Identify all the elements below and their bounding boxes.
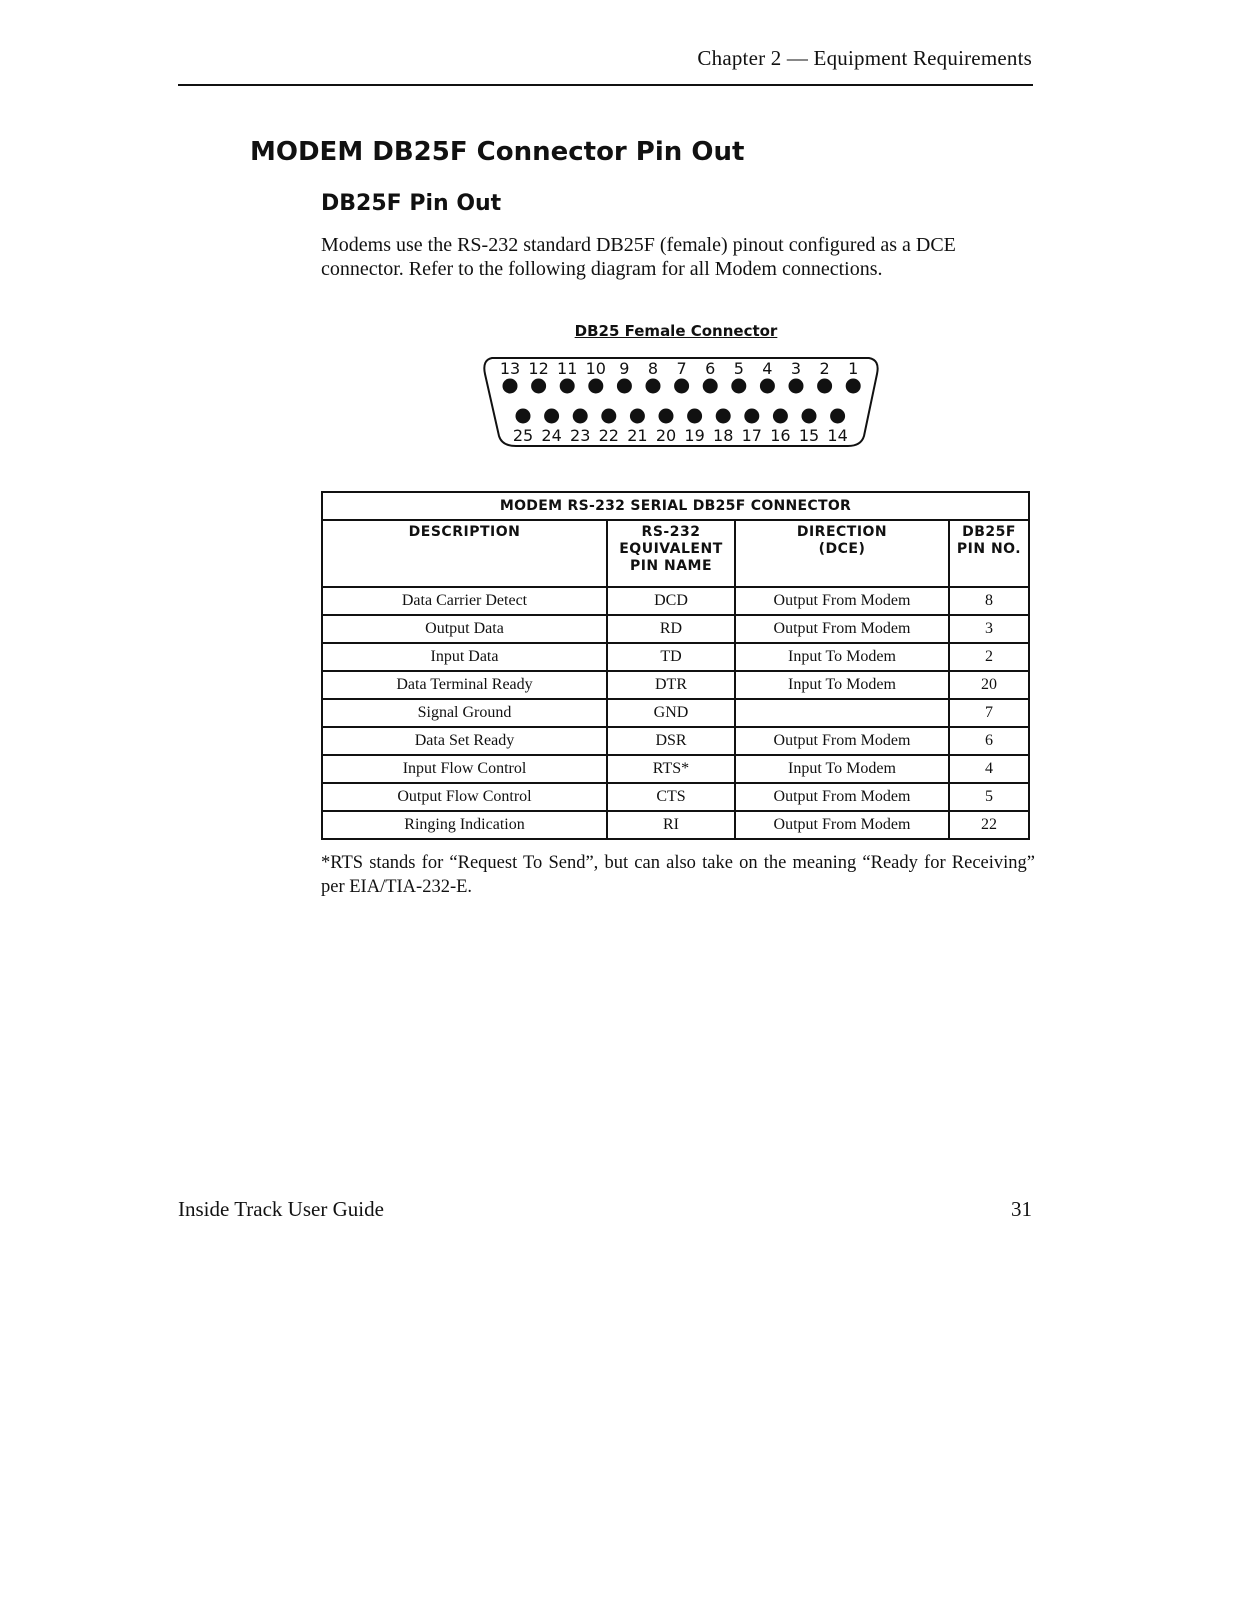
intro-paragraph: Modems use the RS-232 standard DB25F (female) pinout configured as a DCE connector. Refer to the following diagram for all Modem connections. <box>321 234 956 280</box>
pin-label: 5 <box>733 359 744 378</box>
column-header-direction <box>735 520 949 587</box>
pin-label: 13 <box>499 359 521 378</box>
pin-label: 21 <box>627 426 648 445</box>
pin-hole <box>760 379 775 394</box>
pin-hole <box>503 379 518 394</box>
cell-description: Input Flow Control <box>322 755 607 783</box>
table-row <box>322 643 1029 671</box>
pin-label: 8 <box>647 359 659 378</box>
pin-hole <box>789 379 804 394</box>
table-row <box>322 671 1029 699</box>
cell-description: Input Data <box>322 643 607 671</box>
cell-pin-name: DTR <box>607 671 735 699</box>
pin-hole <box>544 409 559 424</box>
header-rule <box>178 84 1033 86</box>
cell-pin-no: 22 <box>949 811 1029 839</box>
pin-label: 15 <box>798 426 820 445</box>
pin-hole <box>659 409 674 424</box>
cell-direction: Input To Modem <box>735 643 949 671</box>
pin-hole <box>674 379 689 394</box>
table-row <box>322 587 1029 615</box>
running-header: Chapter 2 — Equipment Requirements <box>697 46 1032 70</box>
cell-pin-name: DSR <box>607 727 735 755</box>
cell-pin-no: 7 <box>949 699 1029 727</box>
cell-pin-no: 3 <box>949 615 1029 643</box>
cell-pin-name: RI <box>607 811 735 839</box>
pin-label: 14 <box>827 426 848 445</box>
table-row <box>322 783 1029 811</box>
cell-direction: Input To Modem <box>735 671 949 699</box>
bottom-pin-row <box>513 409 848 446</box>
column-header-description <box>322 520 607 587</box>
pin-label: 24 <box>541 426 562 445</box>
column-header-label: DIRECTION (DCE) <box>796 524 888 557</box>
pin-label: 4 <box>762 359 773 378</box>
pin-hole <box>516 409 531 424</box>
pin-hole <box>731 379 746 394</box>
cell-description: Data Carrier Detect <box>322 587 607 615</box>
pin-hole <box>773 409 788 424</box>
pin-hole <box>830 409 845 424</box>
pin-hole <box>817 379 832 394</box>
pin-table <box>321 491 1030 840</box>
cell-pin-name: RTS* <box>607 755 735 783</box>
pin-label: 12 <box>528 359 549 378</box>
table-caption: MODEM RS-232 SERIAL DB25F CONNECTOR <box>322 492 1029 520</box>
pin-hole <box>703 379 718 394</box>
column-header-pin-name <box>607 520 735 587</box>
pin-hole <box>531 379 546 394</box>
cell-pin-no: 6 <box>949 727 1029 755</box>
cell-pin-name: RD <box>607 615 735 643</box>
pin-label: 23 <box>570 426 591 445</box>
pin-hole <box>560 379 575 394</box>
cell-pin-name: DCD <box>607 587 735 615</box>
pin-label: 16 <box>770 426 791 445</box>
footer-document-title: Inside Track User Guide <box>178 1197 384 1221</box>
pin-label: 9 <box>619 359 630 378</box>
db25-connector-diagram <box>476 352 886 452</box>
cell-description: Output Flow Control <box>322 783 607 811</box>
column-header-label: DESCRIPTION <box>408 524 521 540</box>
pin-label: 7 <box>676 359 687 378</box>
top-pin-row <box>500 359 861 394</box>
cell-pin-name: CTS <box>607 783 735 811</box>
pin-label: 2 <box>819 359 830 378</box>
cell-direction: Output From Modem <box>735 783 949 811</box>
column-header-label: RS-232 EQUIVALENT PIN NAME <box>619 524 723 574</box>
table-row <box>322 727 1029 755</box>
pin-hole <box>573 409 588 424</box>
pin-hole <box>716 409 731 424</box>
column-header-label: DB25F PIN NO. <box>956 524 1022 557</box>
table-row <box>322 615 1029 643</box>
pin-label: 1 <box>848 359 859 378</box>
cell-pin-no: 2 <box>949 643 1029 671</box>
column-header-pin-no <box>949 520 1029 587</box>
cell-direction: Output From Modem <box>735 727 949 755</box>
subsection-title: DB25F Pin Out <box>321 191 502 216</box>
cell-direction: Input To Modem <box>735 755 949 783</box>
cell-pin-no: 5 <box>949 783 1029 811</box>
cell-direction <box>735 699 949 727</box>
pin-hole <box>646 379 661 394</box>
table-row <box>322 811 1029 839</box>
pin-hole <box>802 409 817 424</box>
pin-label: 10 <box>585 359 606 378</box>
cell-direction: Output From Modem <box>735 811 949 839</box>
pin-hole <box>687 409 702 424</box>
pin-label: 3 <box>790 359 802 378</box>
pin-hole <box>601 409 616 424</box>
cell-pin-no: 20 <box>949 671 1029 699</box>
pin-label: 22 <box>598 426 619 445</box>
cell-description: Data Set Ready <box>322 727 607 755</box>
cell-description: Data Terminal Ready <box>322 671 607 699</box>
pin-hole <box>588 379 603 394</box>
pin-label: 17 <box>741 426 762 445</box>
pin-label: 20 <box>655 426 677 445</box>
diagram-title: DB25 Female Connector <box>574 322 778 340</box>
pin-label: 18 <box>713 426 734 445</box>
page-number: 31 <box>1011 1197 1032 1221</box>
pin-hole <box>617 379 632 394</box>
footnote: *RTS stands for “Request To Send”, but can also take on the meaning “Ready for Receiving” per EIA/TIA-232-E. <box>321 853 1035 897</box>
cell-description: Signal Ground <box>322 699 607 727</box>
cell-pin-name: TD <box>607 643 735 671</box>
pin-label: 19 <box>684 426 705 445</box>
cell-direction: Output From Modem <box>735 615 949 643</box>
cell-description: Ringing Indication <box>322 811 607 839</box>
pin-hole <box>744 409 759 424</box>
pin-label: 11 <box>557 359 578 378</box>
cell-pin-no: 4 <box>949 755 1029 783</box>
pin-label: 6 <box>705 359 716 378</box>
section-title: MODEM DB25F Connector Pin Out <box>250 137 745 167</box>
table-row <box>322 699 1029 727</box>
cell-description: Output Data <box>322 615 607 643</box>
cell-pin-name: GND <box>607 699 735 727</box>
cell-direction: Output From Modem <box>735 587 949 615</box>
pin-hole <box>630 409 645 424</box>
table-row <box>322 755 1029 783</box>
pin-hole <box>846 379 861 394</box>
pin-label: 25 <box>512 426 534 445</box>
cell-pin-no: 8 <box>949 587 1029 615</box>
